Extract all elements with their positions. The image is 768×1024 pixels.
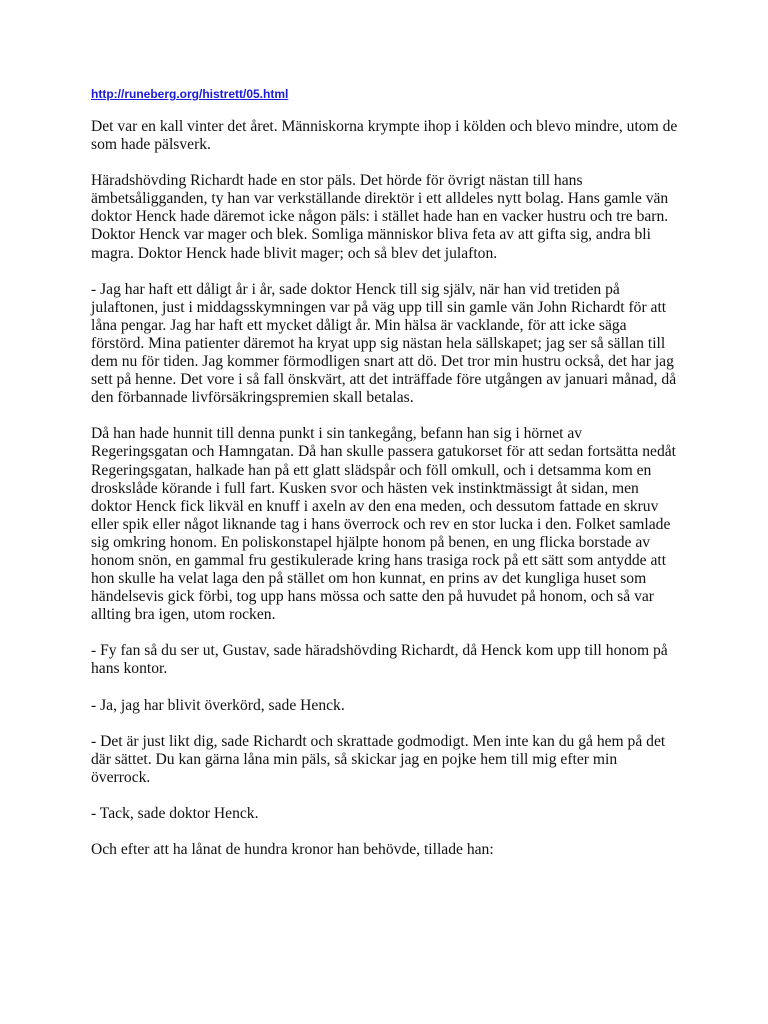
document-page [91,86,679,877]
paragraph-1: Det var en kall vinter det året. Människorna krympte ihop i kölden och blevo mindre, utom de som hade pälsverk. [91,118,678,154]
paragraph-4: Då han hade hunnit till denna punkt i sin tankegång, befann han sig i hörnet av Regeringsgatan och Hamngatan. Då han skulle passera gatukorset för att sedan fortsätta nedåt Regeringsgatan, halkade han på ett glatt slädspår och föll omkull, och i detsamma kom en droskslåde körande i full fart. Kusken svor och hästen vek instinktmässigt åt sidan, men doktor Henck fick likväl en knuff i axeln av den ena meden, och dessutom fattade en skruv eller spik eller något liknande tag i hans överrock och rev en stor lucka i den. Folket samlade sig omkring honom. En poliskonstapel hjälpte honom på benen, en ung flicka borstade av honom snön, en gammal fru gestikulerade kring hans trasiga rock på ett sätt som antydde att hon skulle ha velat laga den på stället om hon kunnat, en prins av det kungliga huset som händelsevis gick förbi, tog upp hans mössa och satte den på huvudet på honom, och så var allting bra igen, utom rocken. [91,425,676,624]
paragraph-2: Häradshövding Richardt hade en stor päls. Det hörde för övrigt nästan till hans ämbetsåligganden, ty han var verkställande direktör i ett alldeles nytt bolag. Hans gamle vän doktor Henck hade däremot icke någon päls: i stället hade han en vacker hustru och tre barn. Doktor Henck var mager och blek. Somliga människor bliva feta av att gifta sig, andra bli magra. Doktor Henck hade blivit mager; och så blev det julafton. [91,172,669,262]
paragraph-5: - Fy fan så du ser ut, Gustav, sade häradshövding Richardt, då Henck kom upp till honom på hans kontor. [91,642,668,678]
source-link[interactable]: http://runeberg.org/histrett/05.html [91,87,289,101]
paragraph-7: - Det är just likt dig, sade Richardt och skrattade godmodigt. Men inte kan du gå hem på det där sättet. Du kan gärna låna min päls, så skickar jag en pojke hem till mig efter min överrock. [91,732,666,786]
paragraph-8: - Tack, sade doktor Henck. [91,804,259,822]
paragraph-6: - Ja, jag har blivit överkörd, sade Henck. [91,696,345,714]
paragraph-3: - Jag har haft ett dåligt år i år, sade doktor Henck till sig själv, när han vid tretiden på julaftonen, just i middagsskymningen var på väg upp till sin gamle vän John Richardt för att låna pengar. Jag har haft ett mycket dåligt år. Min hälsa är vacklande, för att icke säga förstörd. Mina patienter däremot ha kryat upp sig nästan hela sällskapet; jag ser så sällan till dem nu för tiden. Jag kommer förmodligen snart att dö. Det tror min hustru också, det har jag sett på henne. Det vore i så fall önskvärt, att det inträffade före utgången av januari månad, då den förbannade livförsäkringspremien skall betalas. [91,280,677,407]
paragraph-9: Och efter att ha lånat de hundra kronor han behövde, tillade han: [91,841,494,858]
